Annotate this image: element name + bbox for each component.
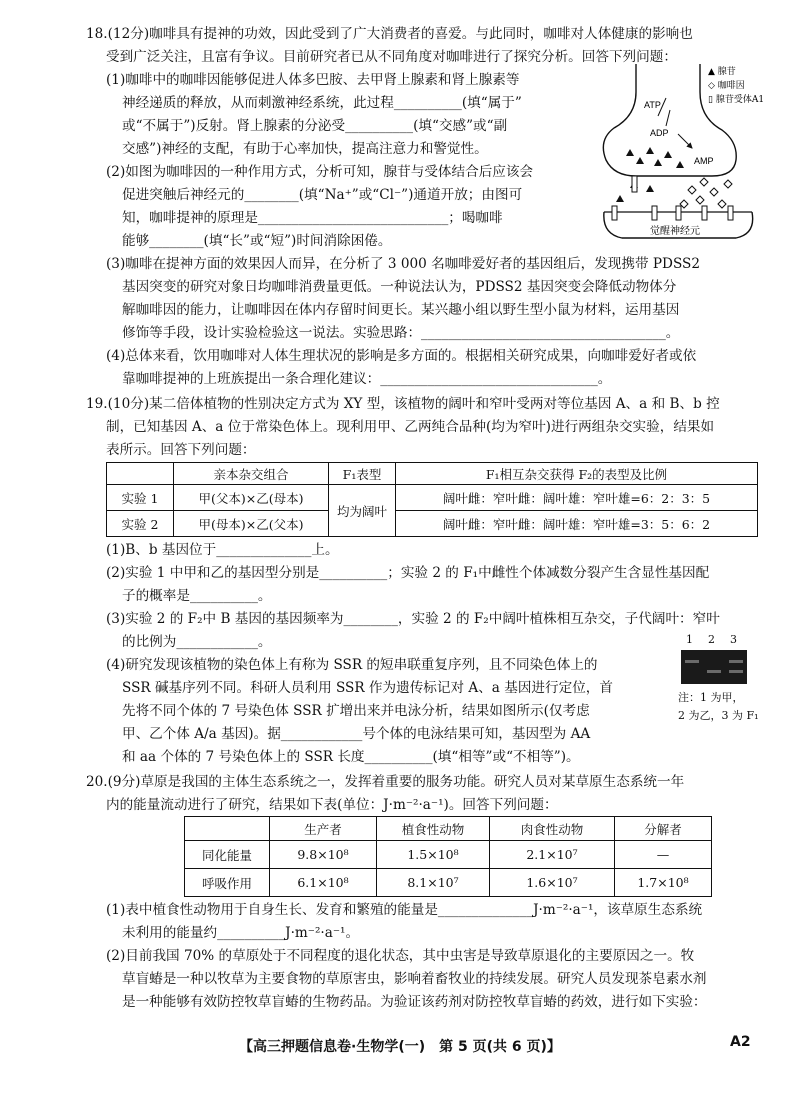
legend-adenosine: ▲ 腺苷 [708, 67, 736, 77]
q20-q2c: 是一种能够有效防控牧草盲蝽的生物药品。为验证该药剂对防控牧草盲蝽的药效，进行如下实验： [122, 994, 707, 1010]
q19-q3a: (3)实验 2 的 F₂中 B 基因的基因频率为________，实验 2 的 F₂中阔叶植株相互杂交，子代阔叶：窄叶 [106, 611, 720, 627]
adp-label: ADP [650, 128, 669, 138]
synapse-diagram [596, 64, 766, 250]
q18-line-12: 基因突变的研究对象日均咖啡消费量更低。一种说法认为，PDSS2 基因突变会降低动物体分 [122, 279, 677, 295]
q19-line-2: 制，已知基因 A、a 位于常染色体上。现利用甲、乙两纯合品种(均为窄叶)进行两组杂交实验，结果如 [106, 419, 715, 435]
receptor-a1 [612, 176, 733, 220]
q18-line-2: 受到广泛关注，且富有争议。目前研究者已从不同角度对咖啡进行了探究分析。回答下列问题： [106, 49, 677, 65]
q18-line-14: 修饰等手段，设计实验检验这一说法。实验思路：____________________________________。 [122, 325, 680, 341]
gel-band [729, 660, 743, 663]
q19-q4a: (4)研究发现该植物的染色体上有称为 SSR 的短串联重复序列，且不同染色体上的 [106, 657, 598, 673]
gel-band [729, 670, 743, 673]
q18-line-7: (2)如图为咖啡因的一种作用方式，分析可知，腺苷与受体结合后应该会 [106, 164, 534, 180]
table-row: 呼吸作用 6.1×10⁸ 8.1×10⁷ 1.6×10⁷ 1.7×10⁸ [185, 869, 712, 897]
q19-line-3: 表所示。回答下列问题： [106, 442, 256, 458]
caffeine-diamonds [680, 178, 732, 208]
gel-note-2: 2 为乙，3 为 F₁ [678, 709, 759, 722]
q18-line-15: (4)总体来看，饮用咖啡对人体生理状况的影响是多方面的。根据相关研究成果，向咖啡爱好者或依 [106, 348, 697, 364]
q20-table: 生产者 植食性动物 肉食性动物 分解者 同化能量 9.8×10⁸ 1.5×10⁸ 2.1×10⁷ — 呼吸作用 6.1×10⁸ 8.1×10⁷ 1.6×10⁷ 1.7×10⁸ [184, 816, 712, 897]
q18-line-8: 促进突触后神经元的________(填“Na⁺”或“Cl⁻”)通道开放；由图可 [122, 187, 523, 203]
page-footer: 【高三押题信息卷·生物学(一) 第 5 页(共 6 页)】 [239, 1039, 561, 1055]
lane-3-label: 3 [730, 633, 737, 646]
q18-line-6: 交感”)神经的支配，有助于心率加快，提高注意力和警觉性。 [122, 141, 488, 157]
amp-label: AMP [694, 156, 714, 166]
gel-band [685, 660, 699, 663]
lane-1-label: 1 [686, 633, 693, 646]
q19-q4b: SSR 碱基序列不同。科研人员利用 SSR 作为遗传标记对 A、a 基因进行定位，首 [122, 680, 613, 696]
lane-2-label: 2 [708, 633, 715, 646]
q18-line-9: 知，咖啡提神的原理是____________________________；喝咖啡 [122, 210, 503, 226]
q19-q4d: 甲、乙个体 A/a 基因)。据____________号个体的电泳结果可知，基因型为 AA [122, 726, 591, 742]
q19-q2b: 子的概率是__________。 [122, 588, 272, 604]
legend-receptor: ▯ 腺苷受体A1 [708, 95, 765, 105]
q20-q1b: 未利用的能量约__________J·m⁻²·a⁻¹。 [122, 925, 360, 941]
gel-note-1: 注：1 为甲， [678, 691, 744, 704]
q19-line-1: 19.(10分)某二倍体植物的性别决定方式为 XY 型，该植物的阔叶和窄叶受两对等位基因 A、a 和 B、b 控 [86, 396, 720, 412]
gel-band [707, 670, 721, 673]
paper-code: A2 [730, 1034, 751, 1050]
neuron-label: 觉醒神经元 [650, 226, 700, 237]
gel-image [681, 650, 747, 684]
q18-line-3: (1)咖啡中的咖啡因能够促进人体多巴胺、去甲肾上腺素和肾上腺素等 [106, 72, 520, 88]
table-row: 实验 1 甲(父本)×乙(母本) 均为阔叶 阔叶雌：窄叶雌：阔叶雄：窄叶雄=6：2：3：5 [107, 485, 758, 511]
legend-caffeine: ◇ 咖啡因 [708, 81, 745, 91]
q19-q3b: 的比例为____________。 [122, 634, 272, 650]
q20-q2a: (2)目前我国 70% 的草原处于不同程度的退化状态，其中虫害是导致草原退化的主要原因之一。牧 [106, 948, 695, 964]
q18-line-16: 靠咖啡提神的上班族提出一条合理化建议：________________________________。 [122, 371, 612, 387]
q19-q1: (1)B、b 基因位于______________上。 [106, 542, 339, 558]
q20-q1a: (1)表中植食性动物用于自身生长、发育和繁殖的能量是______________J·m⁻²·a⁻¹，该草原生态系统 [106, 902, 703, 918]
table-row: 实验 2 甲(母本)×乙(父本) 阔叶雌：窄叶雌：阔叶雄：窄叶雄=3：5：6：2 [107, 511, 758, 537]
q18-line-11: (3)咖啡在提神方面的效果因人而异，在分析了 3 000 名咖啡爱好者的基因组后，发现携带 PDSS2 [106, 256, 700, 272]
q18-line-10: 能够________(填“长”或“短”)时间消除困倦。 [122, 233, 392, 249]
q18-line-1: 18.(12分)咖啡具有提神的功效，因此受到了广大消费者的喜爱。与此同时，咖啡对人体健康的影响也 [86, 26, 693, 42]
q20-line-1: 20.(9分)草原是我国的主体生态系统之一，发挥着重要的服务功能。研究人员对某草原生态系统一年 [86, 774, 685, 790]
table-row: 同化能量 9.8×10⁸ 1.5×10⁸ 2.1×10⁷ — [185, 841, 712, 869]
q19-table: 亲本杂交组合 F₁表型 F₁相互杂交获得 F₂的表型及比例 实验 1 甲(父本)×乙(母本) 均为阔叶 阔叶雌：窄叶雌：阔叶雄：窄叶雄=6：2：3：5 实验 2 甲(母本)×乙(父本) 阔叶雌：窄叶雌：阔叶雄：窄叶雄=3：5：6：2 [106, 462, 758, 537]
q18-line-5: 或“不属于”)反射。肾上腺素的分泌受__________(填“交感”或“副 [122, 118, 508, 134]
q19-q4c: 先将不同个体的 7 号染色体 SSR 扩增出来并电泳分析，结果如图所示(仅考虑 [122, 703, 590, 719]
q20-q2b: 草盲蝽是一种以牧草为主要食物的草原害虫，影响着畜牧业的持续发展。研究人员发现茶皂素水剂 [122, 971, 707, 987]
q19-q2a: (2)实验 1 中甲和乙的基因型分别是__________；实验 2 的 F₁中雌性个体减数分裂产生含显性基因配 [106, 565, 710, 581]
q18-line-13: 解咖啡因的能力，让咖啡因在体内存留时间更长。某兴趣小组以野生型小鼠为材料，运用基因 [122, 302, 680, 318]
q19-q4e: 和 aa 个体的 7 号染色体上的 SSR 长度__________(填“相等”或“不相等”)。 [122, 749, 580, 765]
atp-label: ATP [644, 100, 661, 110]
q20-line-2: 内的能量流动进行了研究，结果如下表(单位：J·m⁻²·a⁻¹)。回答下列问题： [106, 797, 558, 813]
q18-line-4: 神经递质的释放，从而刺激神经系统，此过程__________(填“属于” [122, 95, 522, 111]
